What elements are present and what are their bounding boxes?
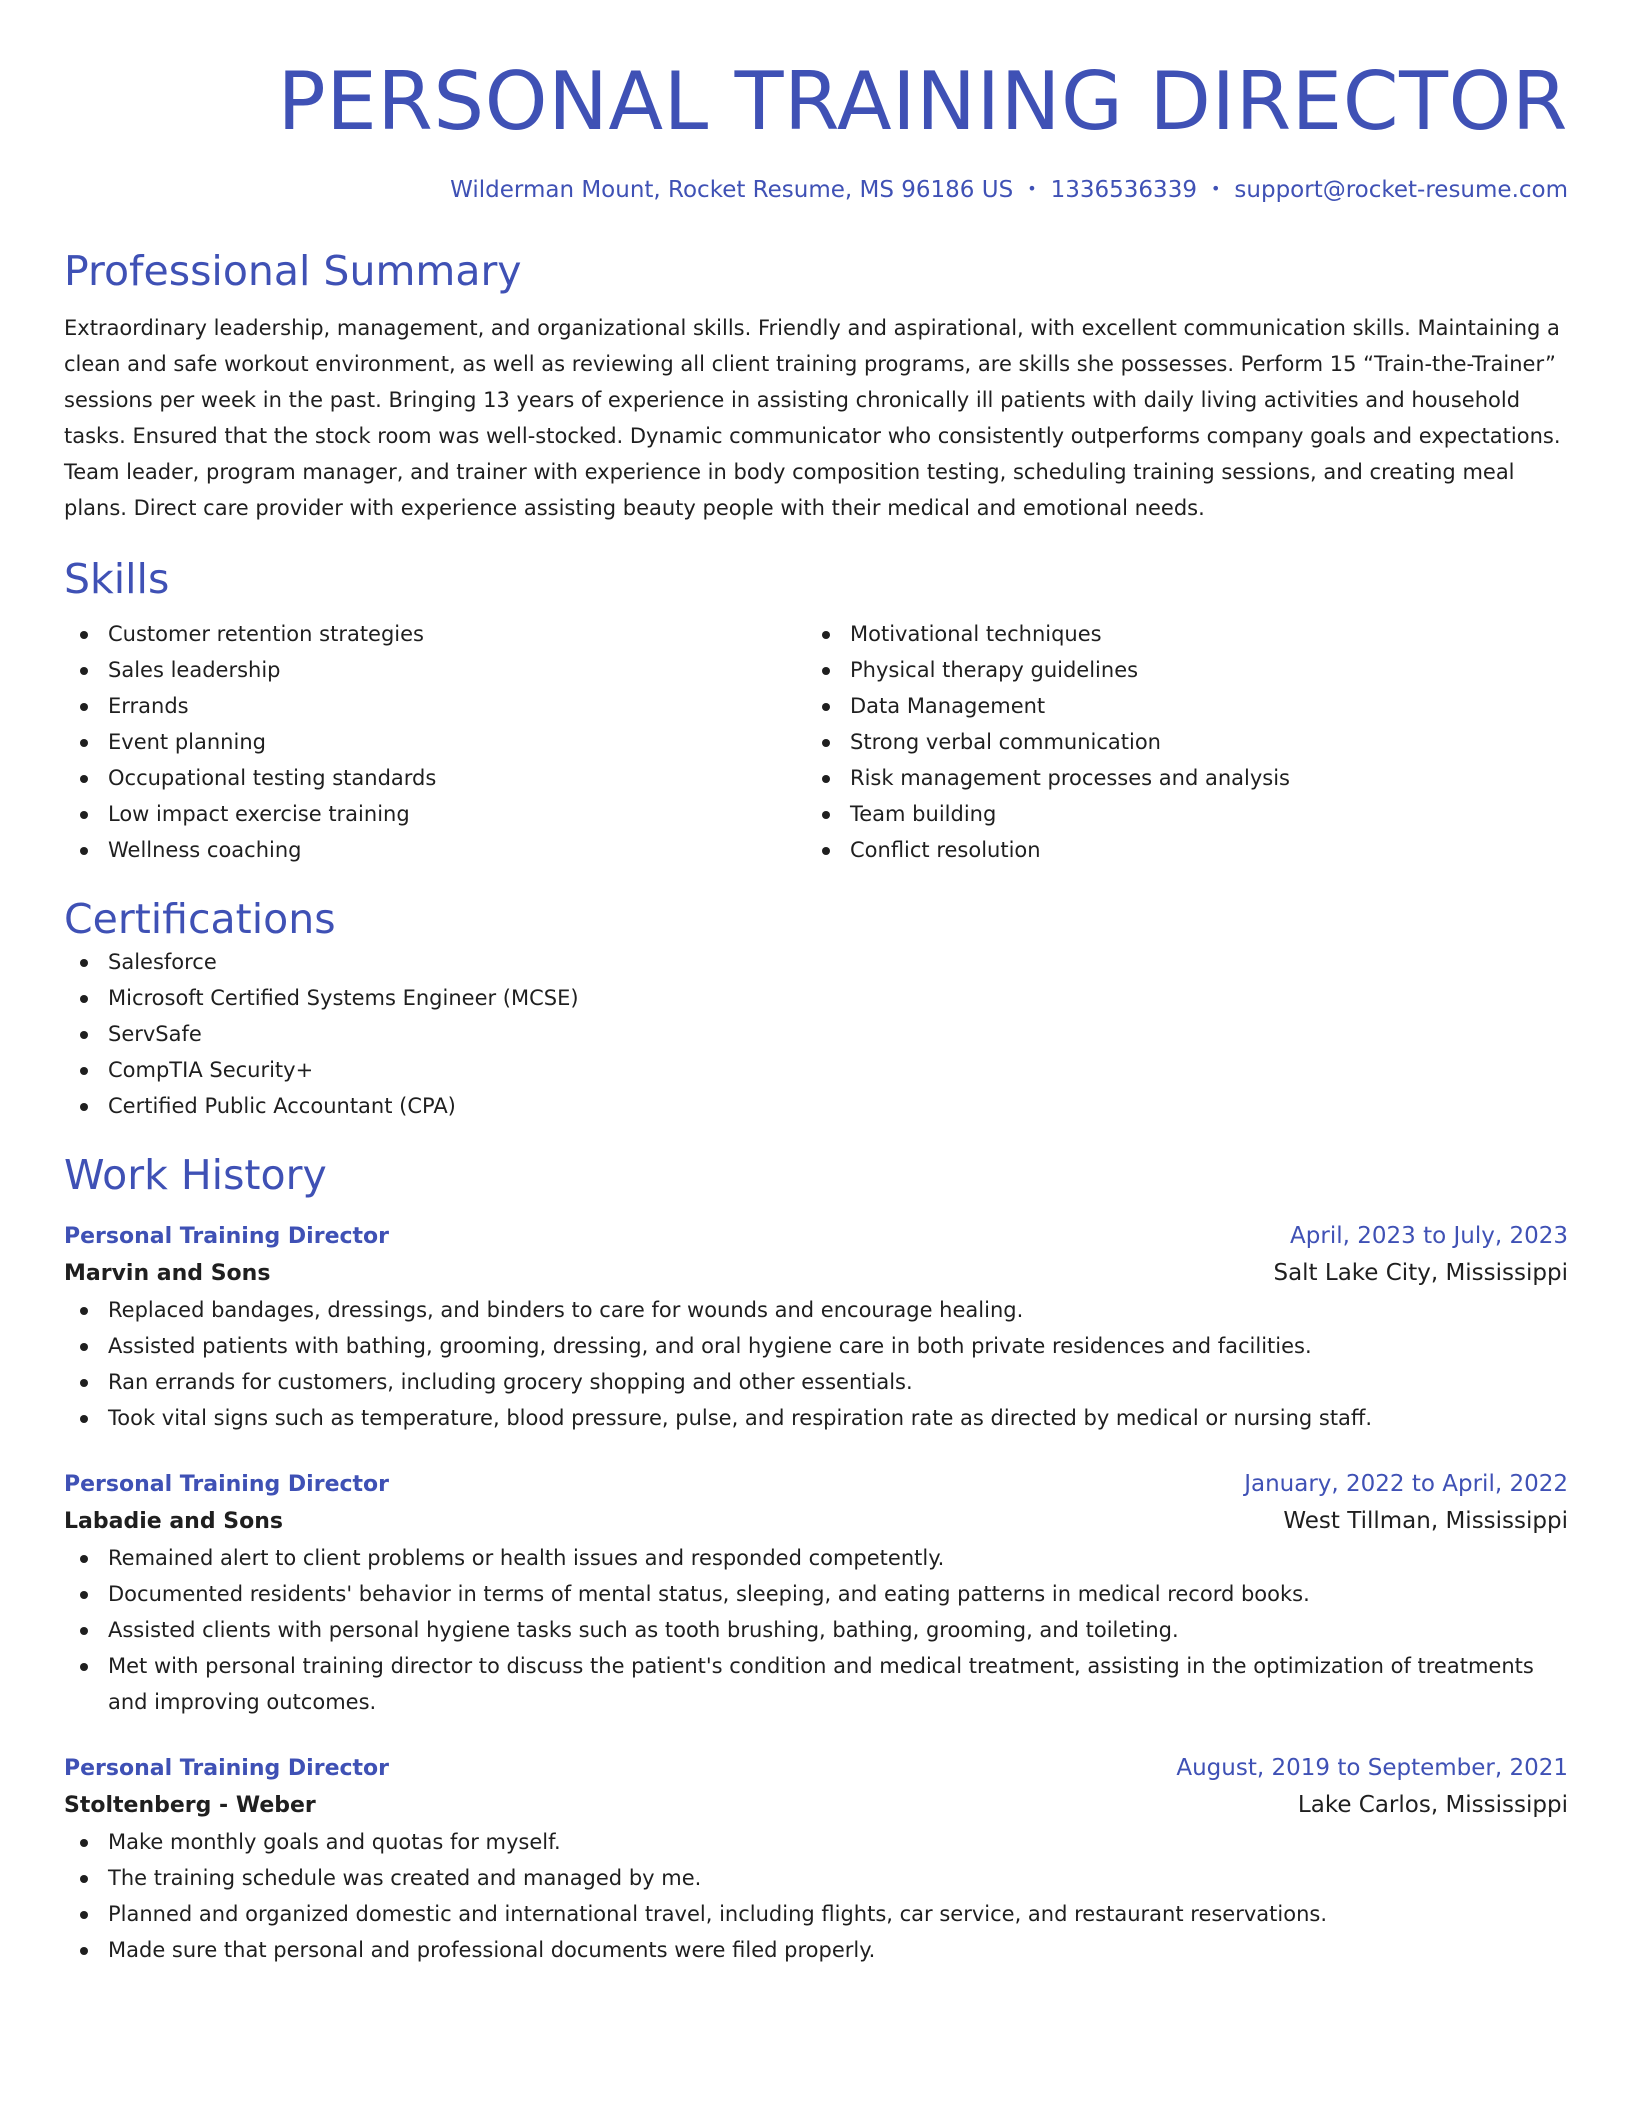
job-location: West Tillman, Mississippi bbox=[1283, 1508, 1568, 1534]
skill-item: Customer retention strategies bbox=[64, 616, 806, 652]
job-bullet: Planned and organized domestic and international travel, including flights, car service, and restaurant reservations. bbox=[64, 1896, 1568, 1932]
certification-item: Salesforce bbox=[64, 944, 1568, 980]
certification-item: ServSafe bbox=[64, 1016, 1568, 1052]
contact-address: Wilderman Mount, Rocket Resume, MS 96186 US bbox=[450, 177, 1014, 203]
job-bullet: Assisted clients with personal hygiene tasks such as tooth brushing, bathing, grooming, and toileting. bbox=[64, 1612, 1568, 1648]
job-bullet: Make monthly goals and quotas for myself. bbox=[64, 1824, 1568, 1860]
job-title: Personal Training Director bbox=[64, 1756, 390, 1781]
resume-name-title: PERSONAL TRAINING DIRECTOR bbox=[277, 55, 1568, 148]
work-history-heading: Work History bbox=[64, 1151, 327, 1199]
job-company: Labadie and Sons bbox=[64, 1509, 283, 1534]
job-company-row bbox=[64, 1503, 1568, 1540]
skill-item: Event planning bbox=[64, 724, 806, 760]
skills-list-right bbox=[806, 616, 1548, 868]
contact-separator: • bbox=[1027, 179, 1037, 198]
contact-phone: 1336536339 bbox=[1050, 177, 1197, 203]
summary-text: Extraordinary leadership, management, and organizational skills. Friendly and aspirational, with excellent communication skills. Maintaining a clean and safe workout environment, as well as reviewing all client training programs, are skills she possesses. Perform 15 “Train-the-Trainer” sessions per week in the past. Bringing 13 years of experience in assisting chronically ill patients with daily living activities and household tasks. Ensured that the stock room was well-stocked. Dynamic communicator who consistently outperforms company goals and expectations. Team leader, program manager, and trainer with experience in body composition testing, scheduling training sessions, and creating meal plans. Direct care provider with experience assisting beauty people with their medical and emotional needs. bbox=[64, 316, 1561, 520]
job-title: Personal Training Director bbox=[64, 1472, 390, 1497]
skill-item: Errands bbox=[64, 688, 806, 724]
job-bullets bbox=[64, 1540, 1568, 1720]
contact-email: support@rocket-resume.com bbox=[1234, 177, 1568, 203]
skills-list-left bbox=[64, 616, 806, 868]
job-location: Lake Carlos, Mississippi bbox=[1297, 1792, 1568, 1818]
resume-page bbox=[64, 0, 1568, 1968]
certification-item: Microsoft Certified Systems Engineer (MCSE) bbox=[64, 980, 1568, 1016]
skill-item: Low impact exercise training bbox=[64, 796, 806, 832]
skill-item: Sales leadership bbox=[64, 652, 806, 688]
job-header-row bbox=[64, 1750, 1568, 1787]
contact-line bbox=[64, 174, 1568, 208]
job-dates: April, 2023 to July, 2023 bbox=[1290, 1223, 1568, 1249]
job-bullets bbox=[64, 1292, 1568, 1436]
skill-item: Physical therapy guidelines bbox=[806, 652, 1548, 688]
job-dates: August, 2019 to September, 2021 bbox=[1176, 1755, 1568, 1781]
contact-separator: • bbox=[1210, 179, 1221, 198]
skill-item: Team building bbox=[806, 796, 1548, 832]
skills-column-left bbox=[64, 616, 806, 868]
job-header-row bbox=[64, 1218, 1568, 1255]
job-bullet: Met with personal training director to discuss the patient's condition and medical treatment, assisting in the optimization of treatments and improving outcomes. bbox=[64, 1648, 1568, 1720]
job-dates: January, 2022 to April, 2022 bbox=[1244, 1471, 1568, 1497]
job-company: Stoltenberg - Weber bbox=[64, 1793, 316, 1818]
job-bullet: Made sure that personal and professional documents were filed properly. bbox=[64, 1932, 1568, 1968]
job-bullet: The training schedule was created and managed by me. bbox=[64, 1860, 1568, 1896]
certifications-list bbox=[64, 944, 1568, 1124]
skill-item: Conflict resolution bbox=[806, 832, 1548, 868]
job-bullets bbox=[64, 1824, 1568, 1968]
job-bullet: Replaced bandages, dressings, and binders to care for wounds and encourage healing. bbox=[64, 1292, 1568, 1328]
job-bullet: Assisted patients with bathing, grooming, dressing, and oral hygiene care in both private residences and facilities. bbox=[64, 1328, 1568, 1364]
job-entry bbox=[64, 1466, 1568, 1720]
summary-heading: Professional Summary bbox=[64, 247, 522, 295]
job-bullet: Ran errands for customers, including grocery shopping and other essentials. bbox=[64, 1364, 1568, 1400]
job-title: Personal Training Director bbox=[64, 1224, 390, 1249]
job-bullet: Took vital signs such as temperature, blood pressure, pulse, and respiration rate as directed by medical or nursing staff. bbox=[64, 1400, 1568, 1436]
job-entry bbox=[64, 1750, 1568, 1968]
certifications-heading: Certifications bbox=[64, 895, 336, 943]
job-bullet: Documented residents' behavior in terms of mental status, sleeping, and eating patterns in medical record books. bbox=[64, 1576, 1568, 1612]
work-history-section bbox=[64, 1150, 1568, 1968]
job-company-row bbox=[64, 1255, 1568, 1292]
summary-section bbox=[64, 246, 1568, 526]
skills-column-right bbox=[806, 616, 1548, 868]
skill-item: Occupational testing standards bbox=[64, 760, 806, 796]
skill-item: Data Management bbox=[806, 688, 1548, 724]
job-entry bbox=[64, 1218, 1568, 1436]
skills-heading: Skills bbox=[64, 555, 170, 603]
skill-item: Wellness coaching bbox=[64, 832, 806, 868]
job-company-row bbox=[64, 1787, 1568, 1824]
skill-item: Risk management processes and analysis bbox=[806, 760, 1548, 796]
certifications-section bbox=[64, 894, 1568, 1124]
job-company: Marvin and Sons bbox=[64, 1261, 271, 1286]
certification-item: Certified Public Accountant (CPA) bbox=[64, 1088, 1568, 1124]
certification-item: CompTIA Security+ bbox=[64, 1052, 1568, 1088]
job-location: Salt Lake City, Mississippi bbox=[1273, 1260, 1568, 1286]
job-bullet: Remained alert to client problems or health issues and responded competently. bbox=[64, 1540, 1568, 1576]
skill-item: Motivational techniques bbox=[806, 616, 1548, 652]
skills-section bbox=[64, 554, 1568, 868]
skills-grid bbox=[64, 616, 1568, 868]
job-header-row bbox=[64, 1466, 1568, 1503]
skill-item: Strong verbal communication bbox=[806, 724, 1548, 760]
